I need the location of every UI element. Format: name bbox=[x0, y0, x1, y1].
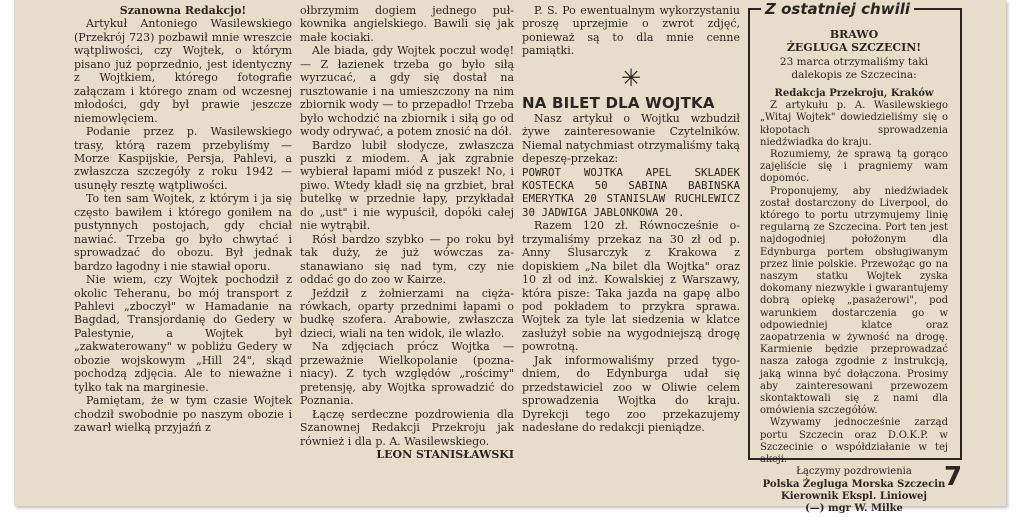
letter-paragraph: Pamiętam, że w tym czasie Wojtek chodził swobodnie po naszym obozie i zawarł wielką przyjaźń z bbox=[74, 394, 292, 435]
letter-paragraph: Na zdjęciach prócz Wojtka — przeważnie Wielkopolanie (poznaniacy). Z tych względów „rościmy" pretensję, aby Wojtka sprowadzić do Poznania. bbox=[300, 340, 514, 408]
letter-paragraph: ołbrzymim dogiem jednego pułkownika angielskiego. Bawili się jak małe kociaki. bbox=[300, 4, 514, 44]
box-paragraph: Rozumiemy, że sprawą tą gorąco zajęliście się i pragniemy wam dopomóc. bbox=[760, 149, 948, 185]
letter-paragraph: Ale biada, gdy Wojtek poczuł wodę! — Z łazienek trzeba go było siłą wyrzucać, a gdy się dostał na rusztowanie i na umieszczony na nim zbiornik wody — to przepadło! Trzeba było wchodzić na zbiornik i siłą go od wody odrywać, a potem znosić na dół. bbox=[300, 44, 514, 139]
article-paragraph: Jak informowaliśmy przed tygodniem, do Edynburga udał się przedstawiciel zoo w Oliwie celem sprowadzenia Wojtka do kraju. Dyrekcji tego zoo przekazujemy nadesłane do redakcji pieniądze. bbox=[522, 353, 740, 435]
box-paragraph: Z artykułu p. A. Wasilewskiego „Witaj Wojtek" dowiedzieliśmy się o kłopotach sprowadzenia niedźwiadka do kraju. bbox=[760, 100, 948, 148]
box-city: ŻEGLUGA SZCZECIN! bbox=[786, 41, 922, 54]
letter-signature: LEON STANISŁAWSKI bbox=[376, 447, 514, 461]
letter-paragraph: To ten sam Wojtek, z którym i ja się często bawiłem i którego goniłem na pustynnych postojach, gdy chciał nawiać. Trzeba go było chwytać i sprowadzać do obozu. Był jednak bardzo łagodny i nie stawiał oporu. bbox=[74, 192, 292, 273]
article-paragraph: Razem 120 zł. Równocześnie otrzymaliśmy przekaz na 30 zł od p. Anny Ślusarczyk z Krakowa z dopiskiem „Na bilet dla Wojtka" oraz 10 zł od inż. Kowalskiej z Warszawy, która pisze: Taka jazda na gapę albo pod pokładem to przykra sprawa. Wojtek za tyle lat siedzenia w klatce zasłużył sobie na wygodniejszą drogę powrotną. bbox=[522, 219, 740, 354]
postscript: P. S. Po ewentualnym wykorzystaniu proszę uprzejmie o zwrot zdjęć, ponieważ są to dla mnie cenne pamiątki. bbox=[522, 4, 740, 58]
letter-paragraph: Nie wiem, czy Wojtek pochodził z okolic Teheranu, bo mój transport z Pahlevi „zboczył" w Hamadanie na Bagdad, Transjordanię do Gedery w Palestynie, a Wojtek był „zakwaterowany" w pobliżu Gedery w obozie wojskowym „Hill 24", skąd pochodzą zdjęcia. Ale to nieważne i tylko tak na marginesie. bbox=[74, 273, 292, 394]
page-number: 7 bbox=[944, 462, 963, 492]
letter-paragraph: Podanie przez p. Wasilewskiego trasy, którą razem przebyliśmy — Morze Kaspijskie, Persja, Pahlevi, a zwłaszcza szczegóły z roku 1942 — usunęły resztę wątpliwości. bbox=[74, 125, 292, 192]
letter-salutation: Szanowna Redakcjo! bbox=[119, 4, 247, 17]
column-letter-continued bbox=[300, 4, 514, 461]
box-org: Polska Żegluga Morska Szczecin bbox=[762, 478, 946, 490]
article-title: NA BILET DLA WOJTKA bbox=[522, 93, 715, 112]
column-letter bbox=[74, 4, 292, 435]
letter-paragraph: Łączę serdeczne pozdrowienia dla Szanownej Redakcji Przekroju jak również i dla p. A. Wasilewskiego. bbox=[300, 407, 514, 448]
box-closing: Łączymy pozdrowienia bbox=[796, 466, 912, 478]
box-bravo: BRAWO bbox=[829, 28, 879, 41]
letter-paragraph: Artykuł Antoniego Wasilewskiego (Przekrój 723) pozbawił mnie wreszcie wątpliwości, czy Wojtek, o którym pisano już poprzednio, jest identyczny z Wojtkiem, którego fotografie załączam i którego znam od wczesnej młodości, gdy był prawie jeszcze niemowlęciem. bbox=[74, 17, 292, 125]
letter-paragraph: Bardzo lubił słodycze, zwłaszcza puszki z miodem. A jak zgrabnie wybierał łapami miód z puszek! No, i piwo. Wtedy kładł się na grzbiet, brał butelkę w przednie łapy, przykładał do „ust" i nie wypuścił, dopóki całej nie wytrąbił. bbox=[300, 138, 514, 233]
letter-paragraph: Rósł bardzo szybko — po roku był tak duży, że już wówczas zastanawiano się nad tym, czy nie oddać go do zoo w Kairze. bbox=[300, 232, 514, 287]
box-addressee: Redakcja Przekroju, Kraków bbox=[774, 88, 934, 99]
article-intro: Nasz artykuł o Wojtku wzbudził żywe zainteresowanie Czytelników. Niemal natychmiast otrzymaliśmy taką depeszę-przekaz: bbox=[522, 111, 740, 166]
box-signer: (—) mgr W. Milke bbox=[805, 502, 903, 514]
asterisk-divider-icon: ✳ bbox=[620, 63, 642, 92]
box-title: Z ostatniej chwili bbox=[761, 0, 914, 18]
box-intro: 23 marca otrzymaliśmy taki dalekopis ze Szczecina: bbox=[779, 56, 929, 81]
box-paragraph: Proponujemy, aby niedźwiadek został dostarczony do Liverpool, do którego to portu utrzymujemy linię regularną ze Szczecina. Port ten jest najdogodniej położonym dla Edynburga portem obsługiwanym przez linie polskie. Przewożąc go na naszym statku Wojtek zyska dokomany niezwykle i gwarantujemy dobrą opiekę „pasażerowi", pod warunkiem dostarczenia go w odpowiedniej klatce oraz zaopatrzenia w żywność na drogę. Karmienie będzie przeprowadzać nasza załoga zgodnie z instrukcją, jaką winna być dołączona. Prosimy aby zainteresowani przewozem skontaktowali się z nami dla omówienia szczegółów. bbox=[760, 185, 948, 417]
column-article bbox=[522, 4, 740, 435]
box-org-dept: Kierownik Ekspl. Liniowej bbox=[781, 490, 927, 502]
letter-paragraph: Jeździł z żołnierzami na ciężarówkach, oparty przednimi łapami o budkę szofera. Arabowie, zwłaszcza dzieci, wiali na ten widok, ile wlazło. bbox=[300, 286, 514, 340]
telegram-text: POWROT WOJTKA APEL SKLADEK KOSTECKA 50 SABINA BABINSKA EMERYTKA 20 STANISLAW RUCHLEWICZ 30 JADWIGA JABLONKOWA 20. bbox=[522, 165, 740, 219]
box-paragraph: Wzywamy jednocześnie zarząd portu Szczecin oraz D.O.K.P. w Szczecinie o współdziałanie w tej akcji. bbox=[760, 417, 948, 466]
box-content bbox=[760, 28, 948, 515]
